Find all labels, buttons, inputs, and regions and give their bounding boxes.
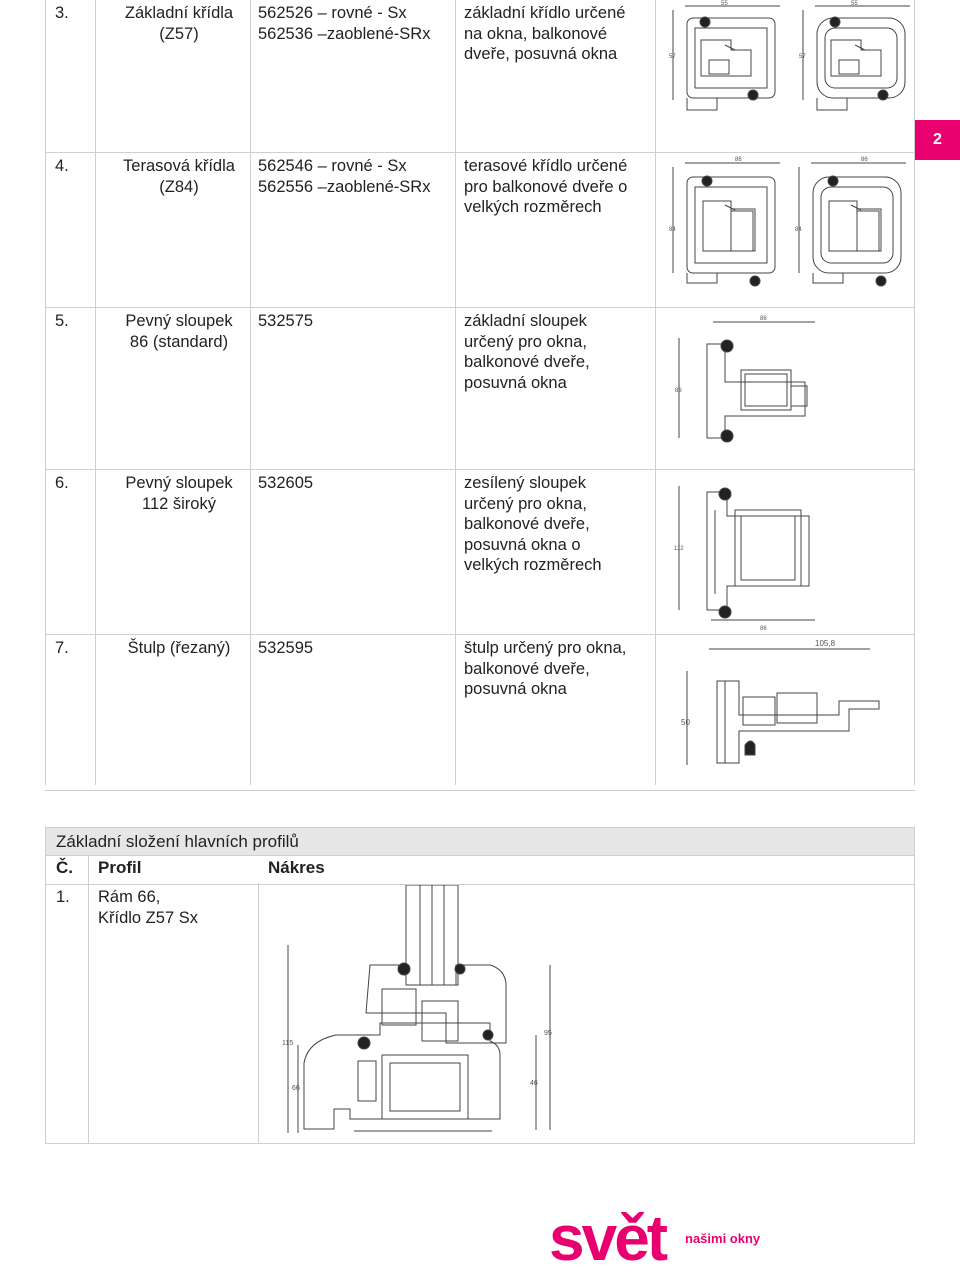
- profile-codes: 532605: [258, 474, 314, 492]
- composition-table: [45, 827, 915, 1144]
- svg-text:86: 86: [760, 316, 767, 322]
- table-row: [45, 308, 915, 470]
- header-drawing: Nákres: [268, 858, 325, 877]
- header-number: Č.: [56, 858, 73, 877]
- profile-drawing: [665, 308, 905, 475]
- profile-name: Pevný sloupek 112 široký: [125, 474, 233, 513]
- table-row: [45, 153, 915, 308]
- table-row: [46, 885, 914, 1144]
- logo-tagline: našimi okny: [685, 1231, 761, 1246]
- profile-drawing: [665, 635, 925, 796]
- profile-drawing: [665, 470, 905, 640]
- profile-name: Základní křídla (Z57): [124, 4, 234, 43]
- svg-text:86: 86: [861, 157, 868, 163]
- svg-text:57: 57: [669, 54, 676, 60]
- profile-codes: 532595: [258, 639, 314, 657]
- profile-description: zesílený sloupek určený pro okna, balkonové dveře, posuvná okna o velkých rozměrech: [464, 474, 602, 574]
- svg-text:84: 84: [795, 227, 802, 233]
- profile-name: Pevný sloupek 86 (standard): [125, 312, 233, 351]
- composition-title: Základní složení hlavních profilů: [46, 828, 914, 856]
- svg-text:86: 86: [760, 626, 767, 632]
- svg-text:105,8: 105,8: [815, 639, 836, 648]
- svg-text:55: 55: [851, 1, 858, 7]
- svg-text:57: 57: [799, 54, 806, 60]
- profile-codes: 562526 – rovné - Sx 562536 –zaoblené-SRx: [258, 4, 431, 43]
- page-number-tab: 2: [915, 120, 960, 160]
- svg-text:86: 86: [675, 388, 682, 394]
- table-row: [45, 635, 915, 791]
- profile-drawing: [665, 0, 925, 158]
- composition-header: [46, 856, 914, 885]
- profile-name: Terasová křídla (Z84): [123, 157, 235, 196]
- svg-text:95: 95: [544, 1030, 552, 1037]
- row-number: 3.: [55, 4, 69, 22]
- table-row: [45, 0, 915, 153]
- row-number: 1.: [56, 888, 70, 906]
- row-number: 5.: [55, 312, 69, 330]
- profile-codes: 532575: [258, 312, 314, 330]
- profile-description: terasové křídlo určené pro balkonové dveře o velkých rozměrech: [464, 157, 628, 216]
- svg-text:112: 112: [674, 546, 684, 552]
- svg-text:50: 50: [681, 718, 690, 727]
- frame-sash-section-drawing: [258, 885, 558, 1146]
- profile-codes: 562546 – rovné - Sx 562556 –zaoblené-SRx: [258, 157, 431, 196]
- profile-drawing: [665, 153, 925, 313]
- svg-text:86: 86: [735, 157, 742, 163]
- svg-text:84: 84: [669, 227, 676, 233]
- profile-name: Rám 66, Křídlo Z57 Sx: [98, 888, 198, 927]
- header-profile: Profil: [98, 858, 142, 877]
- profile-table: [45, 0, 915, 791]
- row-number: 7.: [55, 639, 69, 657]
- profile-name: Štulp (řezaný): [127, 639, 231, 657]
- svg-text:46: 46: [530, 1080, 538, 1087]
- svg-text:66: 66: [292, 1085, 300, 1092]
- svg-text:55: 55: [721, 1, 728, 7]
- row-number: 6.: [55, 474, 69, 492]
- profile-description: štulp určený pro okna, balkonové dveře, posuvná okna: [464, 639, 627, 698]
- row-number: 4.: [55, 157, 69, 175]
- profile-description: základní křídlo určené na okna, balkonové dveře, posuvná okna: [464, 4, 626, 63]
- logo-word: svět: [549, 1202, 666, 1274]
- profile-description: základní sloupek určený pro okna, balkonové dveře, posuvná okna: [464, 312, 590, 392]
- svg-text:115: 115: [282, 1040, 294, 1047]
- table-row: [45, 470, 915, 635]
